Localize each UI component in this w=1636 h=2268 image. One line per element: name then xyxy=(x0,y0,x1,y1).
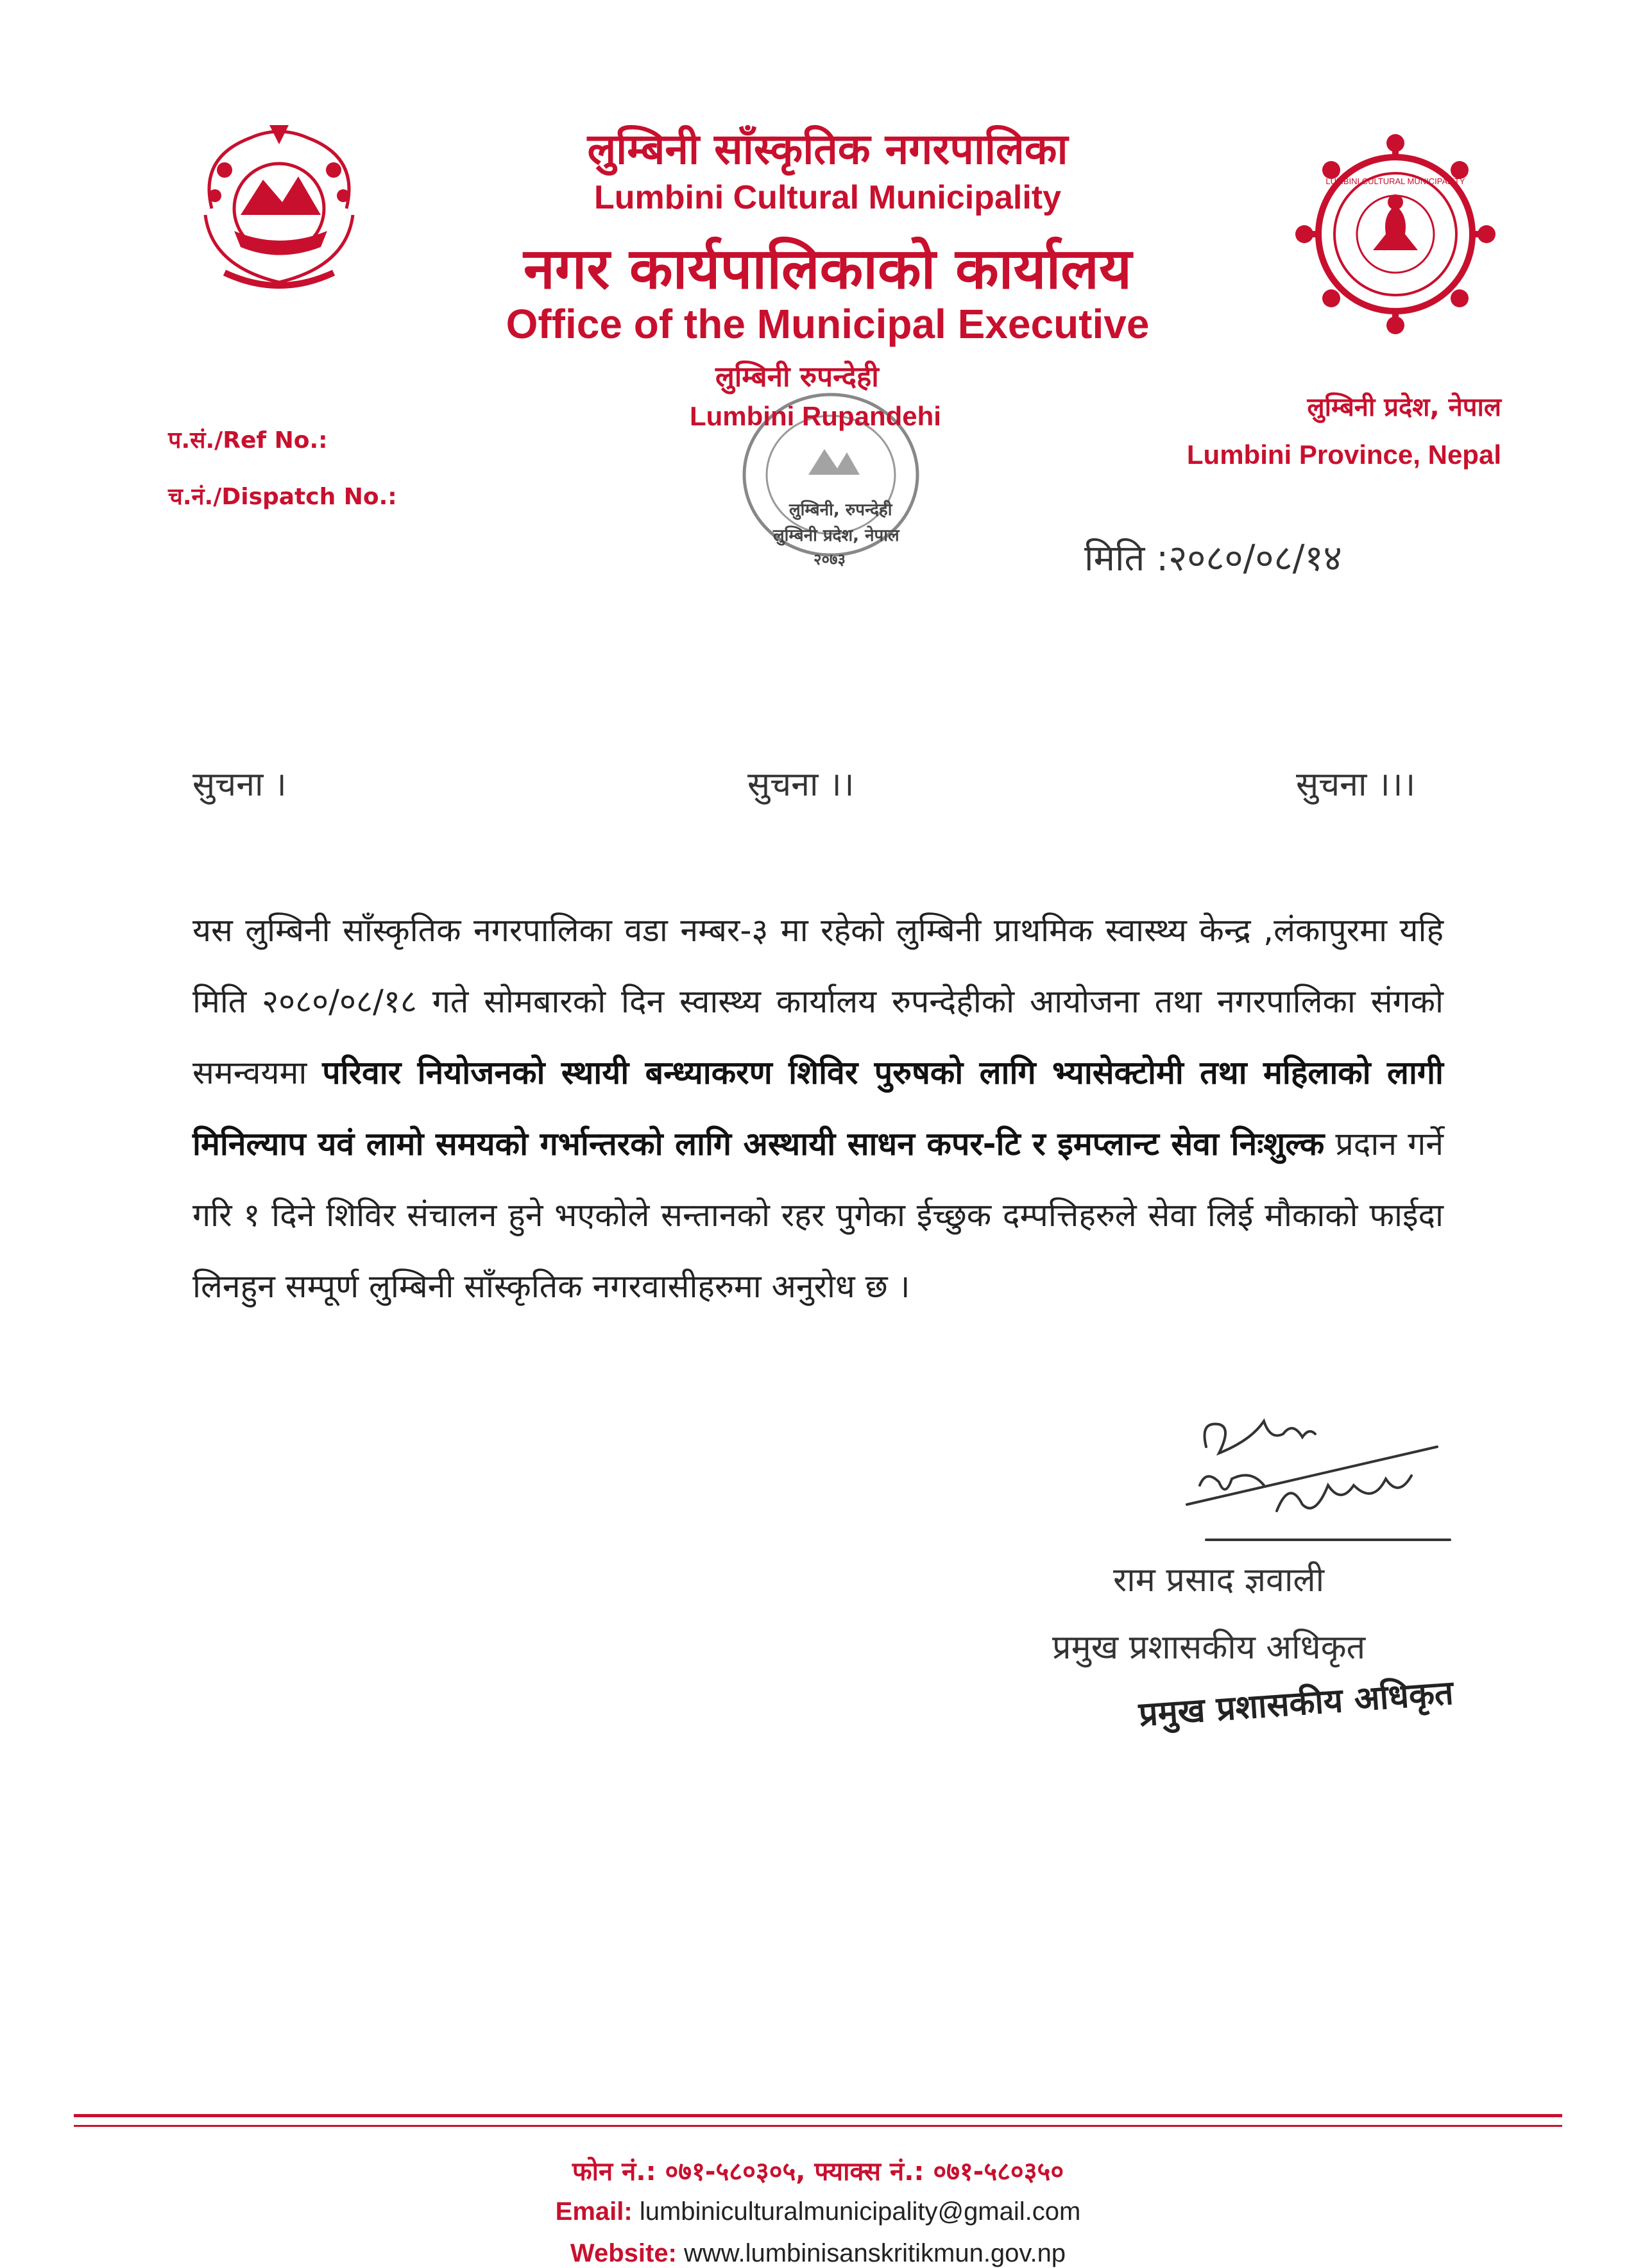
body-text-bold: परिवार नियोजनको स्थायी बन्ध्याकरण शिविर पुरुषको लागि भ्यासेक्टोमी तथा महिलाको लागी मिनिल्याप यवं लामो समयको गर्भान्तरको लागि अस्थायी साधन कपर-टि र इमप्लान्ट सेवा निःशुल्क xyxy=(192,1054,1444,1163)
footer-email xyxy=(0,2197,1636,2226)
footer-website-url[interactable]: www.lumbinisanskritikmun.gov.np xyxy=(684,2239,1066,2267)
signatory-title: प्रमुख प्रशासकीय अधिकृत xyxy=(1052,1628,1366,1667)
designation-stamp: प्रमुख प्रशासकीय अधिकृत xyxy=(1138,1673,1455,1734)
footer-email-label: Email: xyxy=(555,2197,633,2226)
nepal-emblem-logo xyxy=(186,119,372,298)
footer-divider-bottom xyxy=(74,2125,1562,2127)
notice-heading-3: सुचना ।।। xyxy=(1296,765,1416,804)
province-en: Lumbini Province, Nepal xyxy=(1186,439,1501,470)
logo-ring-text: LUMBINI CULTURAL MUNICIPALITY xyxy=(1325,176,1465,186)
footer-divider-top xyxy=(74,2114,1562,2117)
notice-heading-1: सुचना । xyxy=(192,765,287,804)
stamp-text-en: Lumbini Rupandehi xyxy=(690,401,941,431)
office-name-np: नगर कार्यपालिकाको कार्यालय xyxy=(524,235,1132,302)
date-line: मिति :२०८०/०८/१४ xyxy=(1084,538,1342,579)
municipality-wheel-logo xyxy=(1293,132,1498,337)
footer-email-address[interactable]: lumbiniculturalmunicipality@gmail.com xyxy=(639,2197,1081,2226)
footer-website xyxy=(0,2239,1636,2268)
stamp-text-np: लुम्बिनी रुपन्देही xyxy=(715,361,879,393)
province-np: लुम्बिनी प्रदेश, नेपाल xyxy=(1307,393,1501,422)
dispatch-no-label: च.नं./Dispatch No.: xyxy=(168,484,397,510)
stamp-text-place: लुम्बिनी, रुपन्देही xyxy=(789,500,892,520)
stamp-text-province: लुम्बिनी प्रदेश, नेपाल xyxy=(773,526,899,545)
notice-body xyxy=(192,895,1444,1322)
municipality-name-np: लुम्बिनी साँस्कृतिक नगरपालिका xyxy=(587,124,1068,174)
notice-heading-2: सुचना ।। xyxy=(747,765,855,804)
footer-phone-fax: फोन नं.: ०७१-५८०३०५, फ्याक्स नं.: ०७१-५८०३५० xyxy=(572,2157,1064,2187)
ref-no-label: प.सं./Ref No.: xyxy=(168,427,328,454)
stamp-text-year: २०७३ xyxy=(814,550,846,568)
footer-website-label: Website: xyxy=(570,2239,677,2267)
municipality-name-en: Lumbini Cultural Municipality xyxy=(594,179,1061,216)
body-text-part1: यस लुम्बिनी साँस्कृतिक नगरपालिका वडा नम्बर-३ मा रहेको लुम्बिनी प्राथमिक स्वास्थ्य केन्द्र ,लंकापुरमा यहि मिति २०८०/०८/१८ गते सोमबारको दिन स्वास्थ्य कार्यालय रुपन्देहीको आयोजना तथा नगरपालिका संगको समन्वयमा xyxy=(192,912,1444,1091)
body-text-part3: प्रदान गर्ने गरि १ दिने शिविर संचालन हुने भएकोले सन्तानको रहर पुगेका ईच्छुक दम्पत्तिहरुले सेवा लिई मौकाको फाईदा लिनहुन सम्पूर्ण लुम्बिनी साँस्कृतिक नगरवासीहरुमा अनुरोध छ । xyxy=(192,1125,1444,1305)
office-name-en: Office of the Municipal Executive xyxy=(506,301,1150,347)
signatory-name: राम प्रसाद ज्ञवाली xyxy=(1113,1561,1325,1599)
